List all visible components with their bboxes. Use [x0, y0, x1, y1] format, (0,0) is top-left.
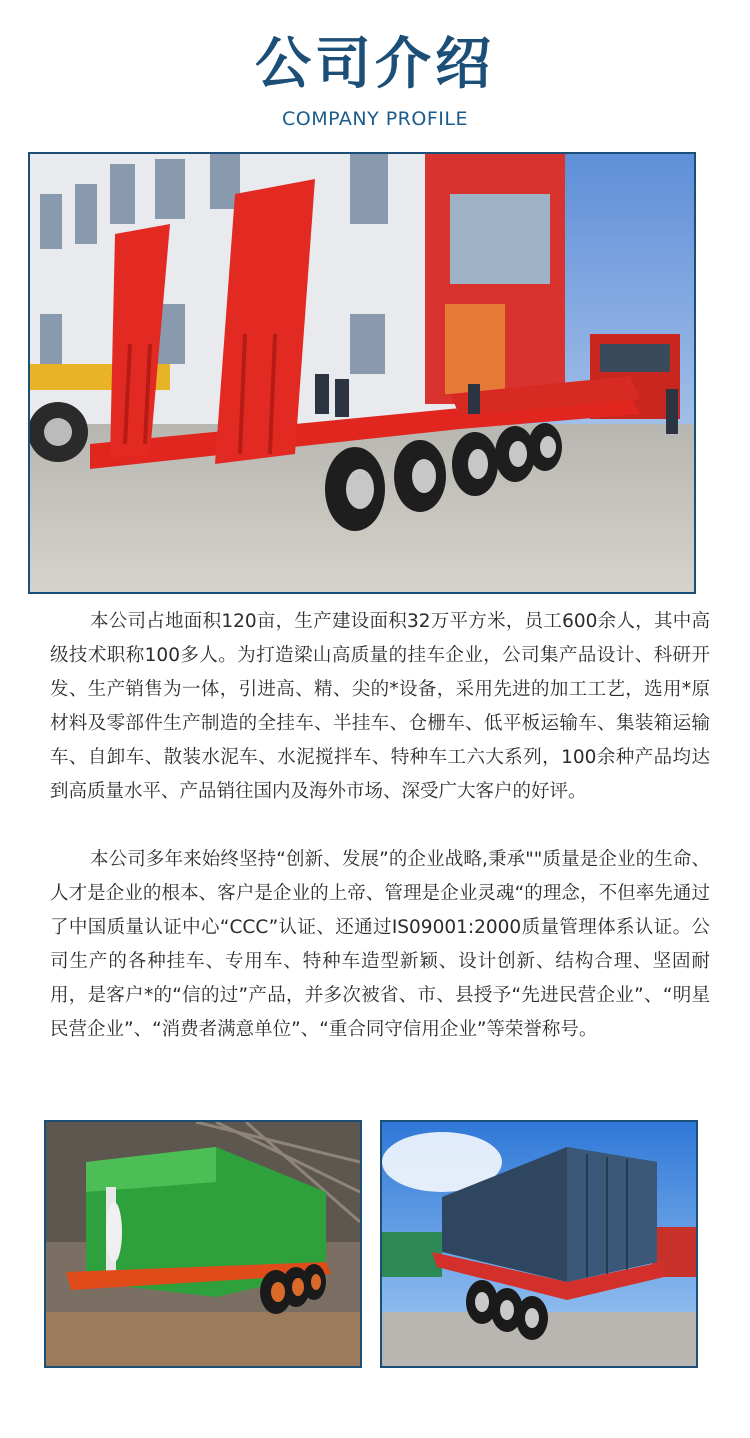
- page-title: 公司介绍: [255, 32, 495, 97]
- intro-paragraph-1: 本公司占地面积120亩，生产建设面积32万平方米，员工600余人，其中高级技术职称100多人。为打造梁山高质量的挂车企业，公司集产品设计、科研开发、生产销售为一体，引进高、精、尖的*设备，采用先进的加工工艺，选用*原材料及零部件生产制造的全挂车、半挂车、仓栅车、低平板运输车、集装箱运输车、自卸车、散装水泥车、水泥搅拌车、特种车工六大系列，100余种产品均达到高质量水平、产品销往国内及海外市场、深受广大客户的好评。: [50, 611, 710, 802]
- green-tanker-photo: [44, 1120, 362, 1368]
- page-subtitle: COMPANY PROFILE: [282, 108, 468, 130]
- main-trailer-photo: [28, 152, 696, 594]
- intro-paragraph-2: 本公司多年来始终坚持“创新、发展”的企业战略,秉承""质量是企业的生命、人才是企业的根本、客户是企业的上帝、管理是企业灵魂“的理念，不但率先通过了中国质量认证中心“CCC”认证、还通过IS09001:2000质量管理体系认证。公司生产的各种挂车、专用车、特种车造型新颖、设计创新、结构合理、坚固耐用，是客户*的“信的过”产品，并多次被省、市、县授予“先进民营企业”、“明星民营企业”、“消费者满意单位”、“重合同守信用企业”等荣誉称号。: [50, 849, 710, 1040]
- container-trailer-photo: [380, 1120, 698, 1368]
